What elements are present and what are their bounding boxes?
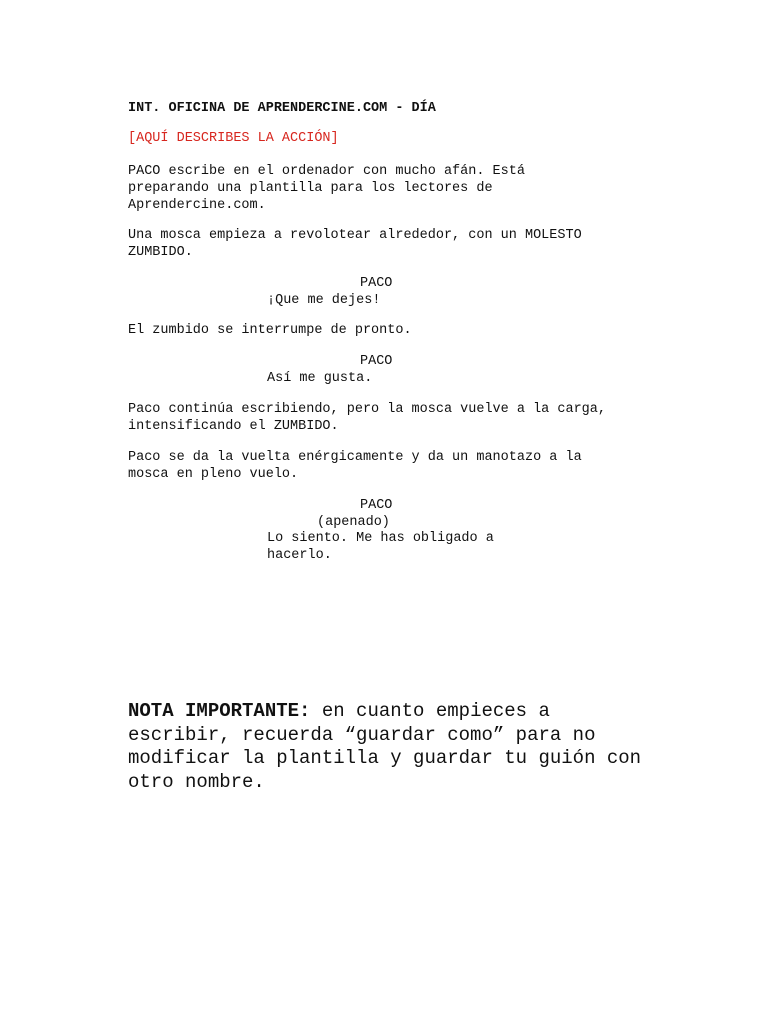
dialogue-line: hacerlo. (267, 548, 332, 563)
character-name: PACO (360, 354, 393, 369)
dialogue-line: Lo siento. Me has obligado a (267, 531, 494, 546)
action-placeholder: [AQUÍ DESCRIBES LA ACCIÓN] (128, 131, 339, 146)
parenthetical: (apenado) (317, 515, 390, 530)
action-line: Una mosca empieza a revolotear alrededor, con un MOLESTO (128, 228, 582, 243)
scene-heading: INT. OFICINA DE APRENDERCINE.COM - DÍA (128, 101, 436, 116)
action-line: ZUMBIDO. (128, 245, 193, 260)
action-line: preparando una plantilla para los lectores de (128, 181, 493, 196)
action-line: intensificando el ZUMBIDO. (128, 419, 339, 434)
action-line: PACO escribe en el ordenador con mucho afán. Está (128, 164, 525, 179)
action-line: El zumbido se interrumpe de pronto. (128, 323, 412, 338)
note-label: NOTA IMPORTANTE: (128, 700, 311, 722)
character-name: PACO (360, 498, 393, 513)
action-line: Aprendercine.com. (128, 198, 266, 213)
character-name: PACO (360, 276, 393, 291)
action-line: mosca en pleno vuelo. (128, 467, 299, 482)
note-text: en cuanto empieces a escribir, recuerda “guardar como” para no modificar la plantilla y guardar tu guión con otro nombre. (128, 700, 642, 793)
action-line: Paco se da la vuelta enérgicamente y da un manotazo a la (128, 450, 582, 465)
dialogue-line: ¡Que me dejes! (267, 293, 381, 308)
dialogue-line: Así me gusta. (267, 371, 373, 386)
action-line: Paco continúa escribiendo, pero la mosca vuelve a la carga, (128, 402, 606, 417)
important-note (128, 700, 648, 794)
